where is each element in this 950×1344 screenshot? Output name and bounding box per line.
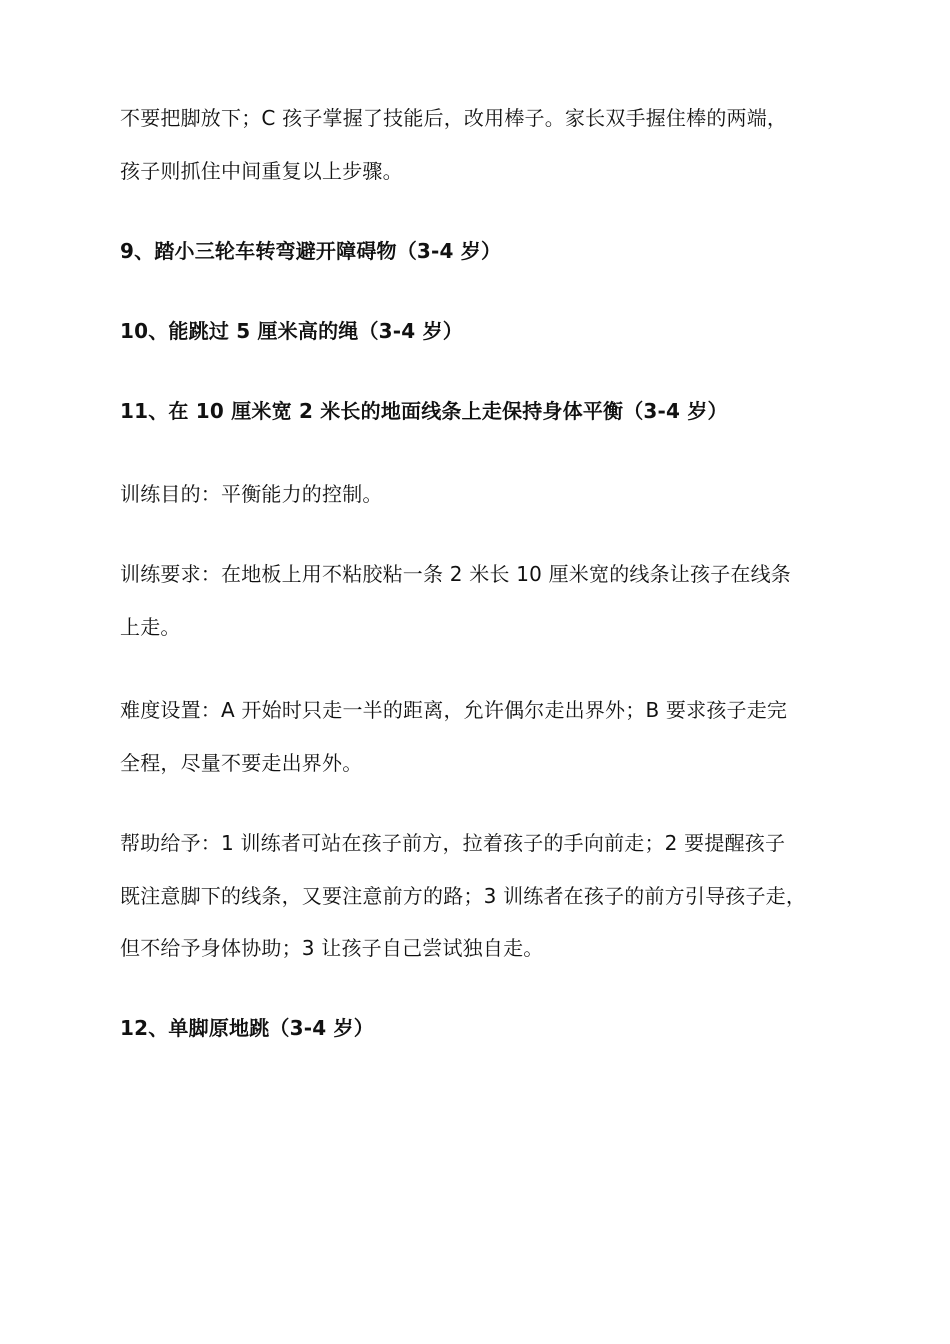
difficulty-setting-line: 难度设置：A 开始时只走一半的距离，允许偶尔走出界外；B 要求孩子走完: [120, 698, 788, 722]
section-heading-10: 10、能跳过 5 厘米高的绳（3-4 岁）: [120, 319, 463, 343]
training-requirement-line: 上走。: [120, 615, 181, 639]
help-given-line: 但不给予身体协助；3 让孩子自己尝试独自走。: [120, 936, 544, 960]
paragraph-line: 孩子则抓住中间重复以上步骤。: [120, 159, 403, 183]
section-heading-9: 9、踏小三轮车转弯避开障碍物（3-4 岁）: [120, 239, 502, 263]
training-requirement-line: 训练要求：在地板上用不粘胶粘一条 2 米长 10 厘米宽的线条让孩子在线条: [120, 562, 792, 586]
difficulty-setting-line: 全程，尽量不要走出界外。: [120, 751, 363, 775]
help-given-line: 帮助给予：1 训练者可站在孩子前方，拉着孩子的手向前走；2 要提醒孩子: [120, 831, 786, 855]
training-goal: 训练目的：平衡能力的控制。: [120, 482, 383, 506]
help-given-line: 既注意脚下的线条，又要注意前方的路；3 训练者在孩子的前方引导孩子走，: [120, 884, 807, 908]
section-heading-11: 11、在 10 厘米宽 2 米长的地面线条上走保持身体平衡（3-4 岁）: [120, 399, 728, 423]
paragraph-line: 不要把脚放下；C 孩子掌握了技能后，改用棒子。家长双手握住棒的两端，: [120, 106, 788, 130]
section-heading-12: 12、单脚原地跳（3-4 岁）: [120, 1016, 374, 1040]
